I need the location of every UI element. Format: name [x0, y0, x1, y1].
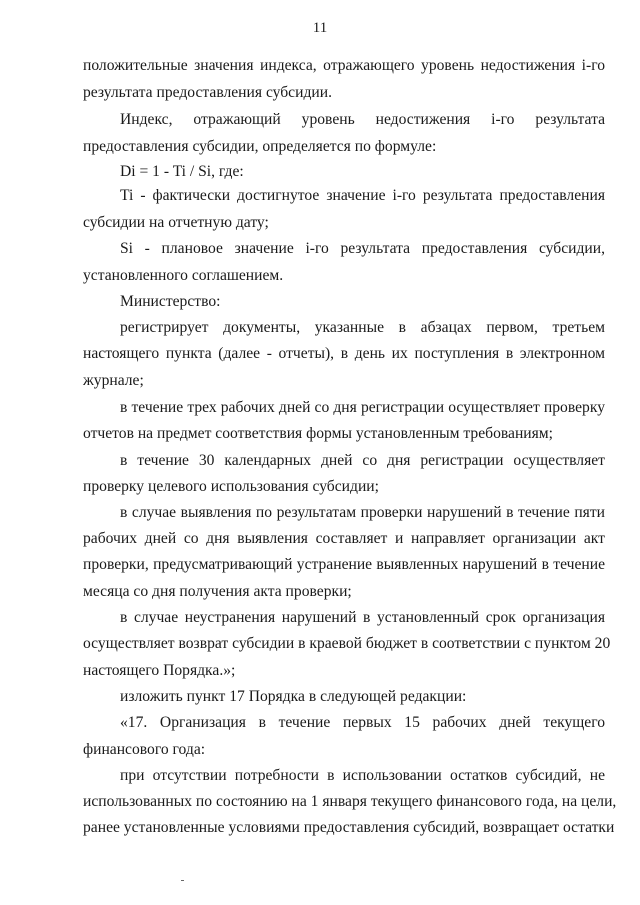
- text-line: «17. Организация в течение первых 15 рабочих дней текущего: [120, 714, 605, 731]
- text-line: отчетов на предмет соответствия формы установленным требованиям;: [83, 425, 554, 442]
- text-line: настоящего Порядка.»;: [83, 662, 236, 679]
- text-line: установленного соглашением.: [83, 267, 284, 284]
- text-line: Ti - фактически достигнутое значение i-го результата предоставления: [120, 187, 605, 204]
- text-line: субсидии на отчетную дату;: [83, 214, 269, 231]
- text-line: результата предоставления субсидии.: [83, 84, 332, 101]
- text-line: рабочих дней со дня выявления составляет и направляет организации акт: [83, 530, 605, 547]
- text-line: предоставления субсидии, определяется по формуле:: [83, 138, 437, 155]
- text-line: положительные значения индекса, отражающего уровень недостижения i-го: [83, 57, 605, 74]
- text-line: настоящего пункта (далее - отчеты), в день их поступления в электронном: [83, 345, 605, 362]
- text-line: месяца со дня получения акта проверки;: [83, 583, 352, 600]
- text-line: ранее установленные условиями предоставления субсидий, возвращает остатки: [83, 819, 615, 836]
- text-line: в случае неустранения нарушений в установленный срок организация: [120, 609, 605, 626]
- scan-mark: [181, 880, 184, 881]
- text-line: Si - плановое значение i-го результата предоставления субсидии,: [120, 240, 605, 257]
- page-number: 11: [312, 20, 328, 36]
- text-line: Министерство:: [120, 293, 221, 310]
- text-line: финансового года:: [83, 741, 206, 758]
- text-line: в случае выявления по результатам проверки нарушений в течение пяти: [120, 504, 605, 521]
- text-line: журнале;: [83, 372, 144, 389]
- text-line: при отсутствии потребности в использовании остатков субсидий, не: [120, 767, 605, 784]
- formula-line: Di = 1 - Ti / Si, где:: [120, 163, 244, 180]
- text-line: проверку целевого использования субсидии;: [83, 478, 379, 495]
- text-line: Индекс, отражающий уровень недостижения i-го результата: [120, 111, 605, 128]
- text-line: проверки, предусматривающий устранение выявленных нарушений в течение: [83, 556, 605, 573]
- text-line: регистрирует документы, указанные в абзацах первом, третьем: [120, 319, 605, 336]
- text-line: в течение трех рабочих дней со дня регистрации осуществляет проверку: [120, 399, 605, 416]
- text-line: осуществляет возврат субсидии в краевой бюджет в соответствии с пунктом 20: [83, 635, 611, 652]
- text-line: использованных по состоянию на 1 января текущего финансового года, на цели,: [83, 793, 617, 810]
- text-line: в течение 30 календарных дней со дня регистрации осуществляет: [120, 452, 605, 469]
- text-line: изложить пункт 17 Порядка в следующей редакции:: [120, 688, 467, 705]
